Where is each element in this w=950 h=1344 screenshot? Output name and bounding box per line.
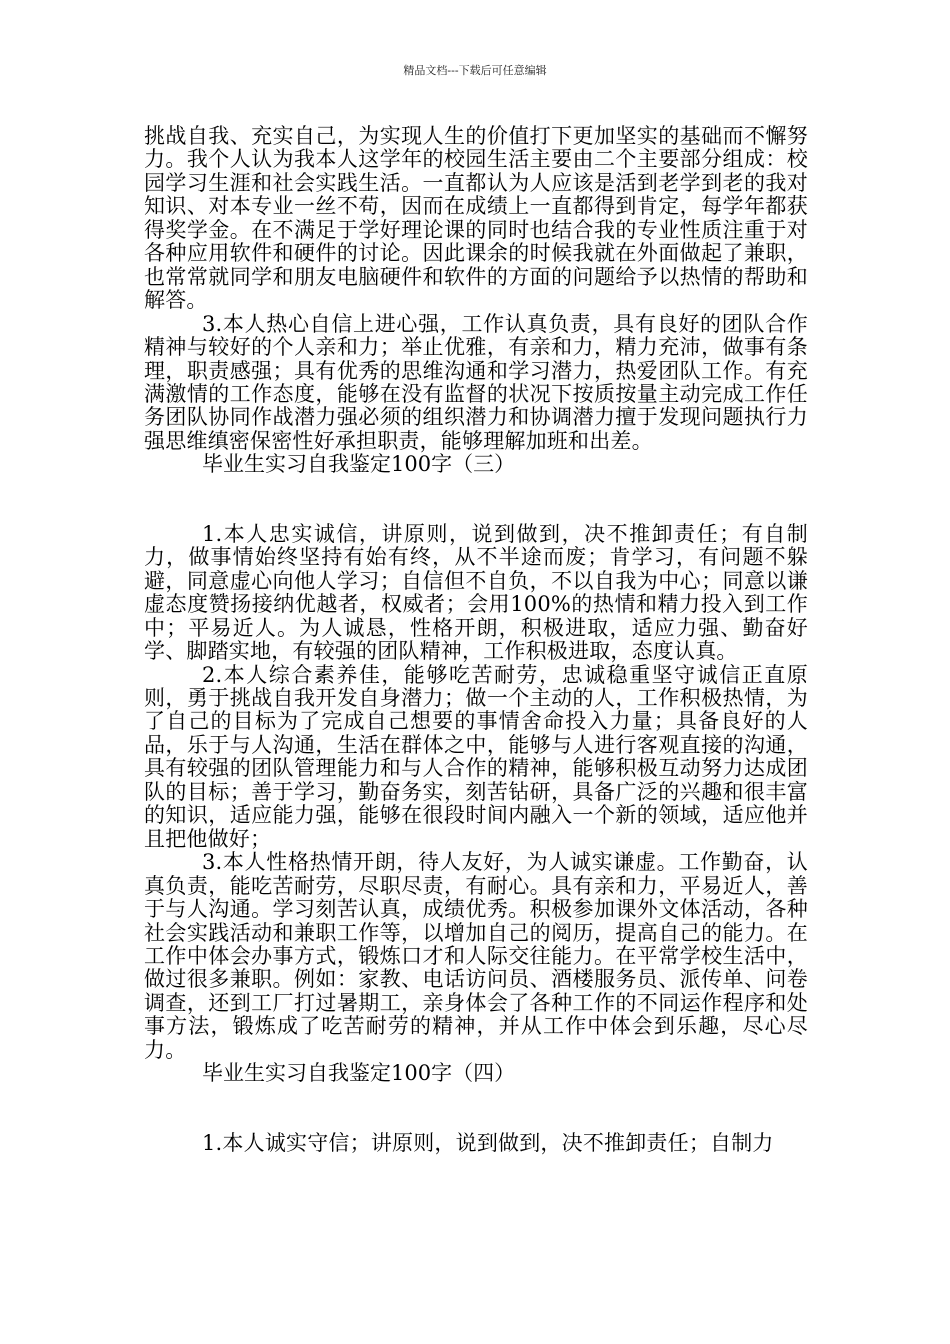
body-paragraph: 3.本人性格热情开朗，待人友好，为人诚实谦虚。工作勤奋，认真负责，能吃苦耐劳，尽职尽责，有耐心。具有亲和力，平易近人，善于与人沟通。学习刻苦认真，成绩优秀。积极参加课外文体活动，各种社会实践活动和兼职工作等，以增加自己的阅历，提高自己的能力。在工作中体会办事方式，锻炼口才和人际交往能力。在平常学校生活中，做过很多兼职。例如：家教、电话访问员、酒楼服务员、派传单、问卷调查，还到工厂打过暑期工，亲身体会了各种工作的不同运作程序和处事方法，锻炼成了吃苦耐劳的精神，并从工作中体会到乐趣，尽心尽力。 (144, 850, 808, 1062)
body-paragraph: 2.本人综合素养佳，能够吃苦耐劳，忠诚稳重坚守诚信正直原则，勇于挑战自我开发自身潜力；做一个主动的人，工作积极热情，为了自己的目标为了完成自己想要的事情舍命投入力量；具备良好的人品，乐于与人沟通，生活在群体之中，能够与人进行客观直接的沟通，具有较强的团队管理能力和与人合作的精神，能够积极互动努力达成团队的目标；善于学习，勤奋务实，刻苦钻研，具备广泛的兴趣和很丰富的知识，适应能力强，能够在很段时间内融入一个新的领域，适应他并且把他做好； (144, 662, 808, 851)
body-paragraph: 1.本人忠实诚信，讲原则，说到做到，决不推卸责任；有自制力，做事情始终坚持有始有终，从不半途而废；肯学习，有问题不躲避，同意虚心向他人学习；自信但不自负，不以自我为中心；同意以谦虚态度赞扬接纳优越者，权威者；会用100%的热情和精力投入到工作中；平易近人。为人诚恳，性格开朗，积极进取，适应力强、勤奋好学、脚踏实地，有较强的团队精神，工作积极进取，态度认真。 (144, 521, 808, 664)
body-paragraph: 挑战自我、充实自己，为实现人生的价值打下更加坚实的基础而不懈努力。我个人认为我本人这学年的校园生活主要由二个主要部分组成：校园学习生涯和社会实践生活。一直都认为人应该是活到老学到老的我对知识、对本专业一丝不苟，因而在成绩上一直都得到肯定，每学年都获得奖学金。在不满足于学好理论课的同时也结合我的专业性质注重于对各种应用软件和硬件的讨论。因此课余的时候我就在外面做起了兼职，也常常就同学和朋友电脑硬件和软件的方面的问题给予以热情的帮助和解答。 (144, 124, 808, 313)
body-paragraph: 1.本人诚实守信；讲原则，说到做到，决不推卸责任；自制力 (202, 1130, 774, 1155)
blank-line (144, 477, 808, 523)
document-body (144, 125, 808, 1155)
section-heading: 毕业生实习自我鉴定100字（四） (202, 1061, 516, 1086)
body-paragraph: 3.本人热心自信上进心强，工作认真负责，具有良好的团队合作精神与较好的个人亲和力；举止优雅，有亲和力，精力充沛，做事有条理，职责感强；具有优秀的思维沟通和学习潜力，热爱团队工作。有充满激情的工作态度，能够在没有监督的状况下按质按量主动完成工作任务团队协同作战潜力强必须的组织潜力和协调潜力擅于发现问题执行力强思维缜密保密性好承担职责，能够理解加班和出差。 (144, 311, 808, 453)
page-header: 精品文档---下载后可任意编辑 (403, 64, 547, 77)
blank-line (144, 1086, 808, 1132)
section-heading: 毕业生实习自我鉴定100字（三） (202, 452, 516, 477)
